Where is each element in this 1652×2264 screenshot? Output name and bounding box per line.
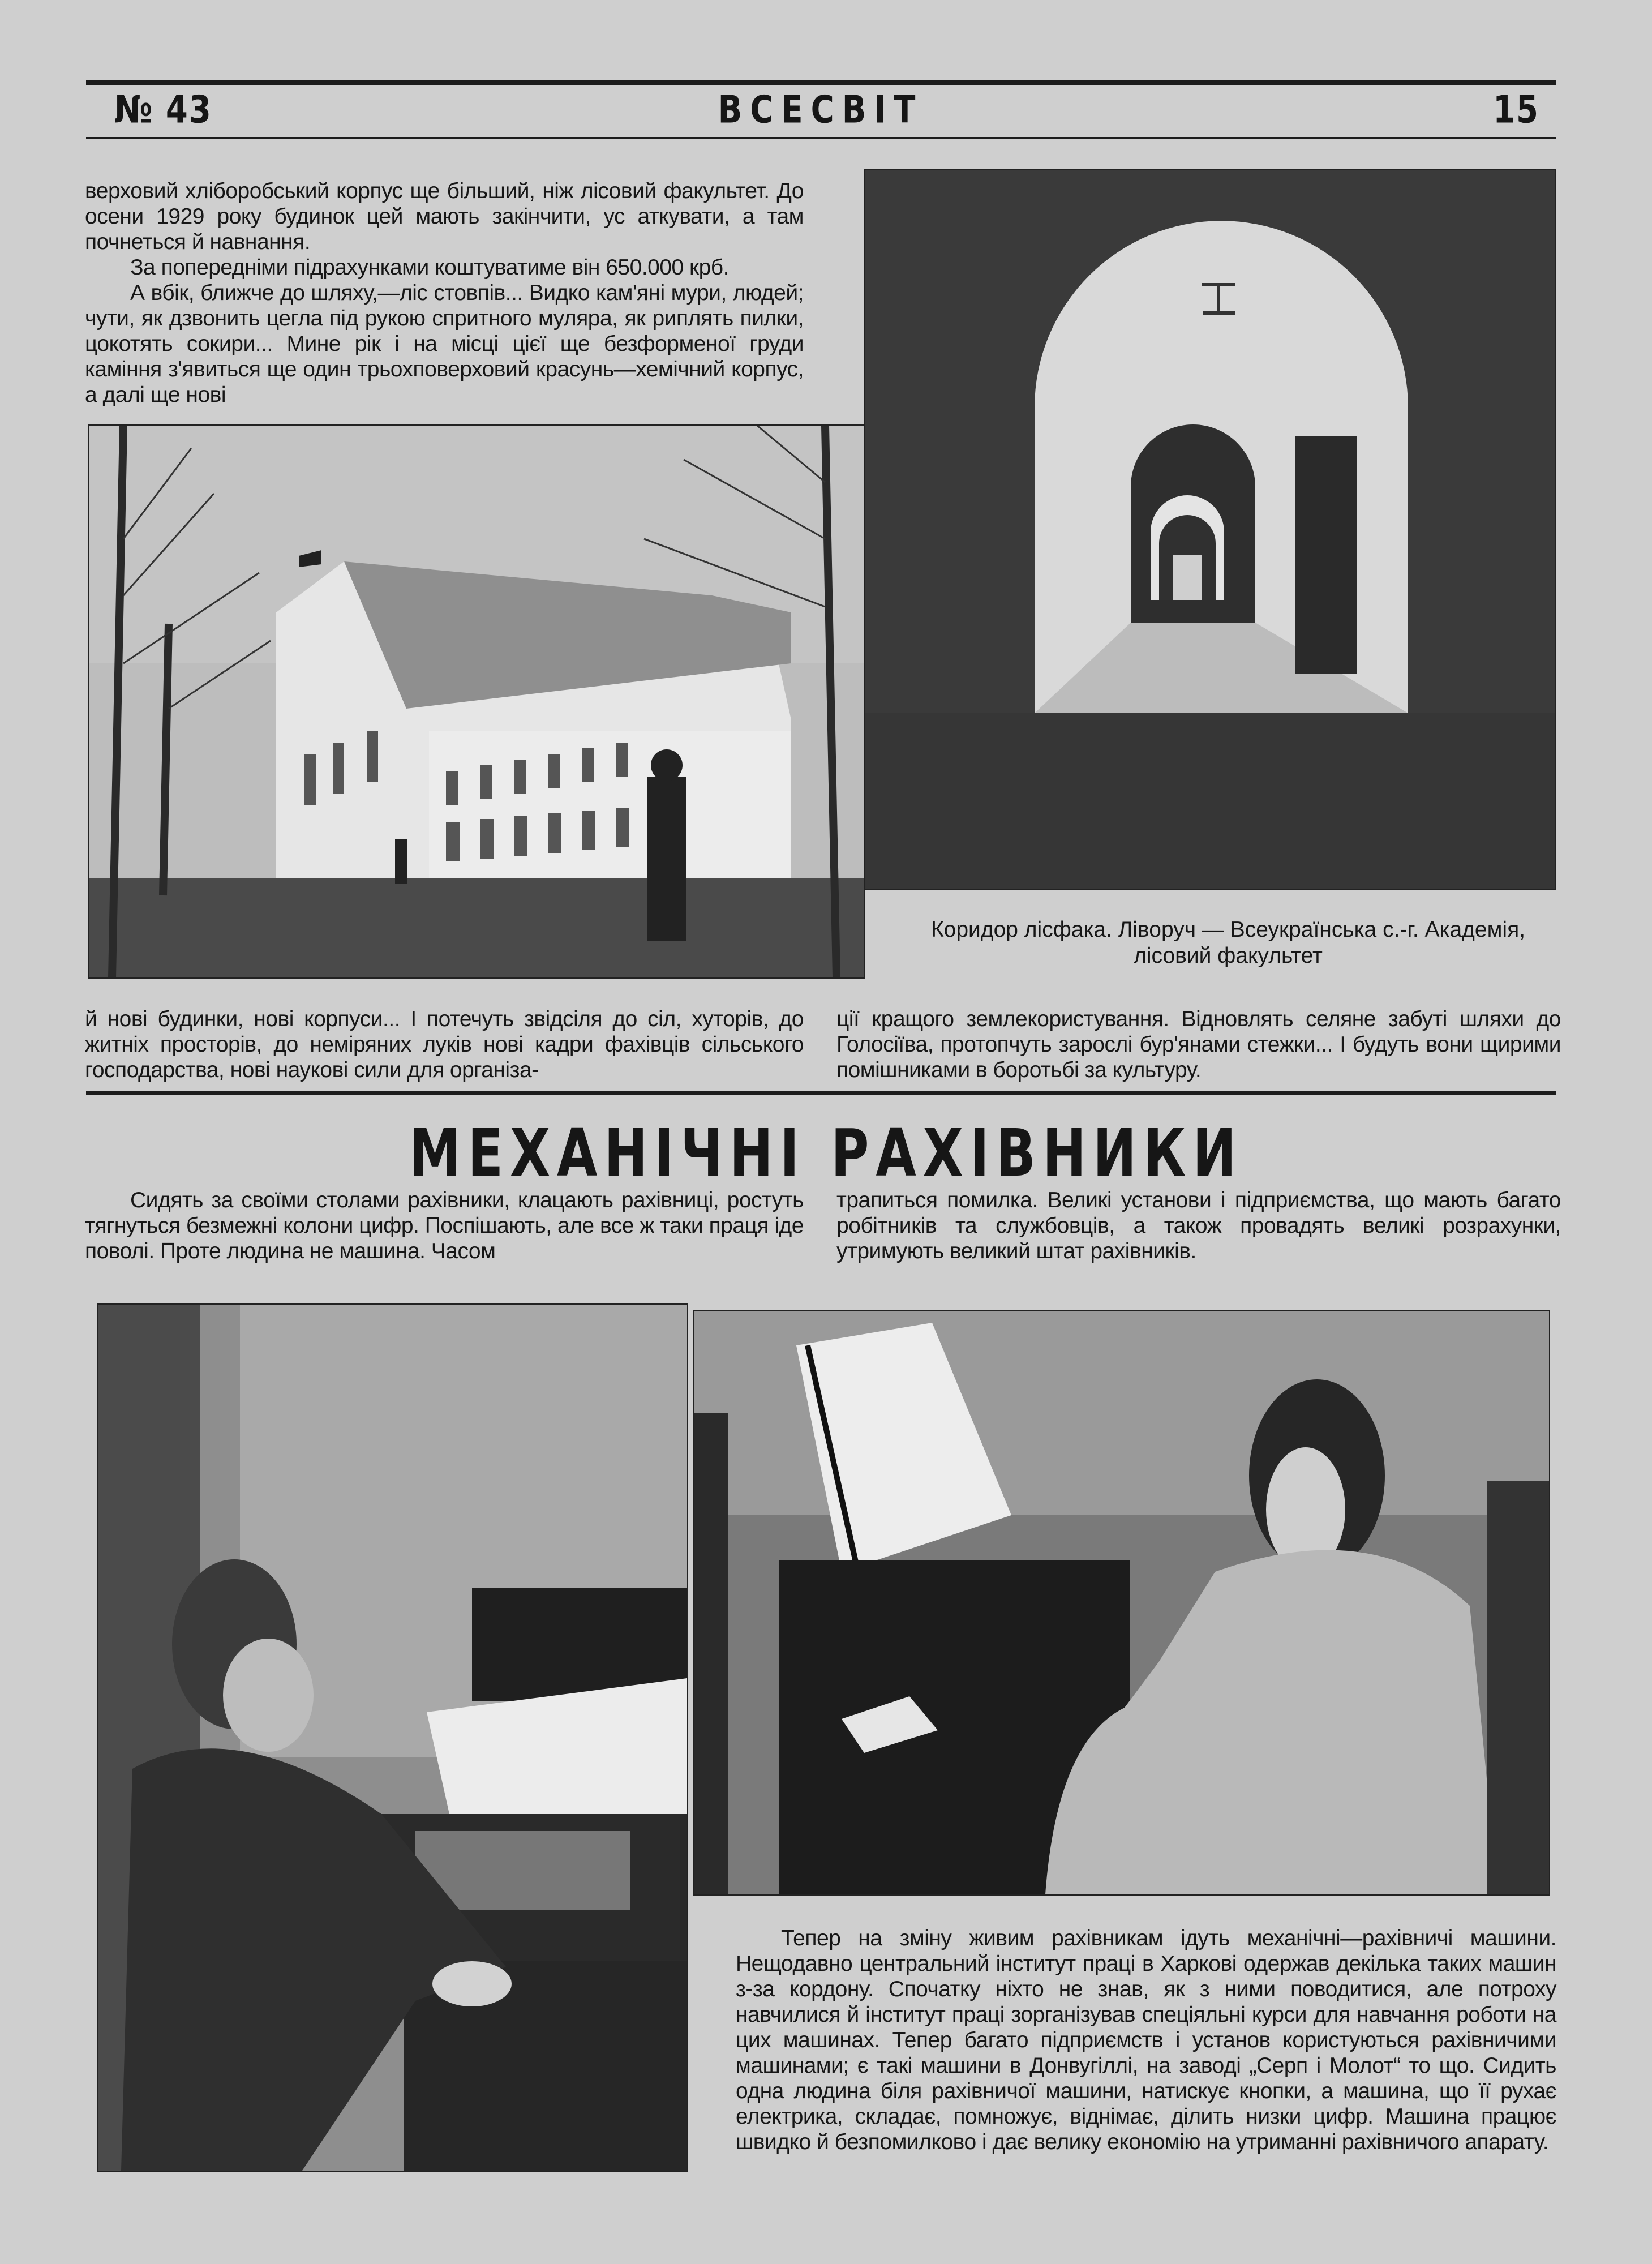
masthead-underline: [86, 137, 1556, 139]
operator-right-illustration: [694, 1311, 1549, 1894]
photo-calculator-operator-left: [97, 1303, 688, 2172]
paragraph: За попередніми підрахунками коштуватиме він 650.000 крб.: [130, 255, 729, 280]
paragraph: ції кращого землекористування. Відновлять селяне забуті шляхи до Голосіїва, протопчуть зарослі бур'янами стежки... І будуть вони щирими помішниками в боротьбі за культуру.: [836, 1007, 1561, 1082]
top-rule: [86, 80, 1556, 85]
paragraph: верховий хліборобський корпус ще більший, ніж лісовий факультет. До осени 1929 року будинок цей мають закінчити, ус аткувати, а там почнеться й навнання.: [85, 179, 804, 254]
paragraph: й нові будинки, нові корпуси... І потечуть звідсіля до сіл, хуторів, до житніх просторів, до неміряних луків нові кадри фахівців сільського господарства, нові наукові сили для організа-: [85, 1007, 804, 1082]
paragraph: Тепер на зміну живим рахівникам ідуть механічні—рахівничі машини. Нещодавно центральний інститут праці в Харкові одержав декілька таких машин з-за кордону. Спочатку ніхто не знав, як з ними поводитися, але потроху навчилися й інститут праці зорганізував спеціяльні курси для навчання роботи на цих машинах. Тепер багато підприємств і установ користуються рахівничими машинами; є такі машини в Донвугіллі, на заводі „Серп і Молот“ то що. Сидить одна людина біля рахівничої машини, натискує кнопки, а машина, що її рухає електрика, складає, помножує, віднімає, ділить низки цифр. Машина працює швидко й безпомилково і дає велику економію на утриманні рахівничого апарату.: [736, 1926, 1556, 2154]
article1-bottom-left-text: [85, 1006, 804, 1083]
magazine-title: ВСЕСВІТ: [718, 88, 924, 132]
article1-top-text: [85, 178, 804, 408]
corridor-illustration: [865, 170, 1555, 889]
photo-calculator-operator-right: [693, 1310, 1550, 1896]
paragraph: А вбік, ближче до шляху,—ліс стовпів... Видко кам'яні мури, людей; чути, як дзвонить цегла під рукою спритного муляра, як риплять пилки, цокотять сокири... Мине рік і на місці цієї ще безформеної груди каміння з'явиться ще один трьохповерховий красунь—хемічний корпус, а далі ще нові: [85, 281, 804, 407]
building-illustration: [89, 426, 864, 977]
article1-bottom-right-text: [836, 1006, 1561, 1083]
photo-academy-building: [88, 424, 865, 979]
section-divider: [86, 1091, 1556, 1095]
paragraph: трапиться помилка. Великі установи і підприємства, що мають багато робітників та службовців, а також провадять великі розрахунки, утримують великий штат рахівників.: [836, 1188, 1561, 1263]
operator-left-illustration: [98, 1305, 687, 2171]
article2-intro-right: [836, 1187, 1561, 1264]
masthead: [85, 88, 1556, 142]
photo-caption: [894, 917, 1562, 969]
photo-corridor: [864, 169, 1556, 890]
caption-line: Коридор лісфака. Ліворуч — Всеукраїнська с.-г. Академія,: [930, 917, 1526, 942]
page-number: 15: [1493, 88, 1539, 132]
article2-headline: МЕХАНІЧНІ РАХІВНИКИ: [409, 1115, 1243, 1191]
issue-number: № 43: [114, 88, 212, 132]
caption-line: лісовий факультет: [1134, 944, 1323, 968]
article2-body-text: [736, 1926, 1556, 2155]
paragraph: Сидять за своїми столами рахівники, клацають рахівниці, ростуть тягнуться безмежні колони цифр. Поспішають, але все ж таки праця іде поволі. Проте людина не машина. Часом: [85, 1188, 804, 1263]
article2-intro-left: [85, 1187, 804, 1264]
